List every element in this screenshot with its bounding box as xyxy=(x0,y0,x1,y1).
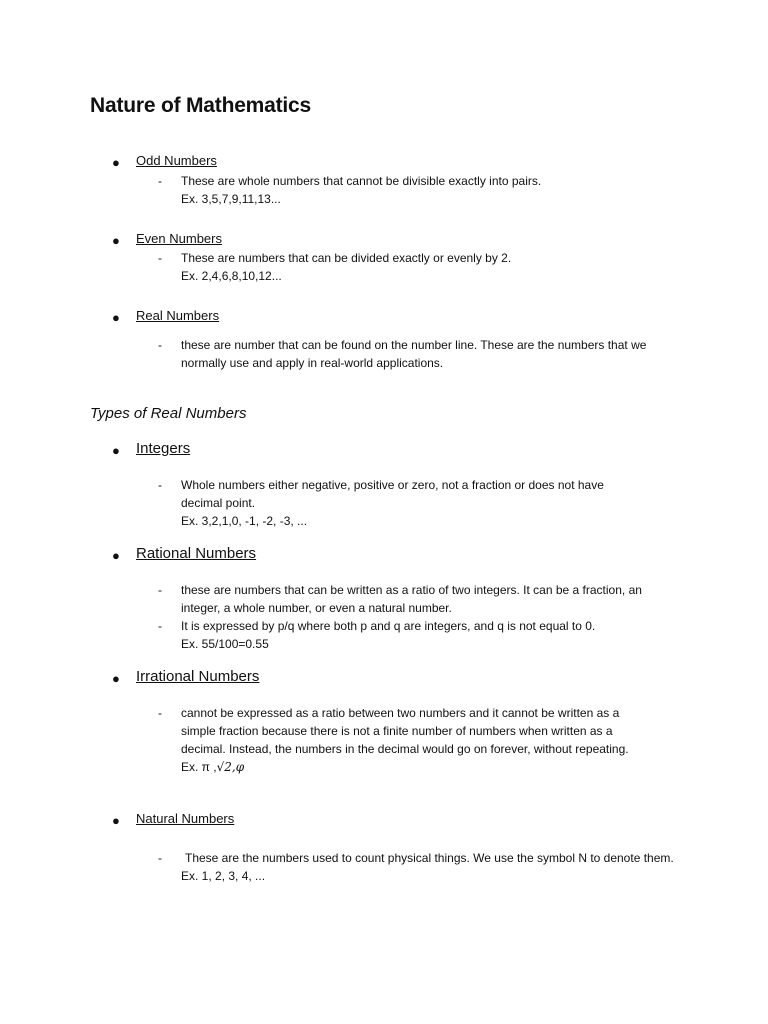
dash-marker: - xyxy=(158,583,162,597)
bullet-icon: ● xyxy=(112,671,120,686)
dash-marker: - xyxy=(158,706,162,720)
heading-natural-numbers: Natural Numbers xyxy=(136,811,235,826)
bullet-icon: ● xyxy=(112,155,120,170)
section-subtitle: Types of Real Numbers xyxy=(90,405,247,422)
rational-description-line-1: these are numbers that can be written as a ratio of two integers. It can be a fraction, an xyxy=(181,583,642,597)
even-description: These are numbers that can be divided exactly or evenly by 2. xyxy=(181,251,512,265)
integers-description-line-1: Whole numbers either negative, positive or zero, not a fraction or does not have xyxy=(181,478,604,492)
irrational-example xyxy=(181,758,244,776)
dash-marker: - xyxy=(158,338,162,352)
dash-marker: - xyxy=(158,851,162,865)
bullet-icon: ● xyxy=(112,310,120,325)
natural-example: Ex. 1, 2, 3, 4, ... xyxy=(181,869,266,883)
irrational-description-line-2: simple fraction because there is not a finite number of numbers when written as a xyxy=(181,724,613,738)
page-title: Nature of Mathematics xyxy=(90,94,312,117)
rational-example: Ex. 55/100=0.55 xyxy=(181,637,269,651)
dash-marker: - xyxy=(158,478,162,492)
natural-description: These are the numbers used to count physical things. We use the symbol N to denote them. xyxy=(185,851,674,865)
heading-rational-numbers: Rational Numbers xyxy=(136,545,257,562)
bullet-icon: ● xyxy=(112,813,120,828)
heading-odd-numbers: Odd Numbers xyxy=(136,153,217,168)
odd-description: These are whole numbers that cannot be divisible exactly into pairs. xyxy=(181,174,542,188)
integers-description-line-2: decimal point. xyxy=(181,496,256,510)
heading-irrational-numbers: Irrational Numbers xyxy=(136,668,260,685)
dash-marker: - xyxy=(158,619,162,633)
real-description-line-2: normally use and apply in real-world applications. xyxy=(181,356,444,370)
odd-example: Ex. 3,5,7,9,11,13... xyxy=(181,192,281,206)
bullet-icon: ● xyxy=(112,443,120,458)
irrational-example-prefix: Ex. π , xyxy=(181,760,217,774)
bullet-icon: ● xyxy=(112,548,120,563)
rational-description-line-2: integer, a whole number, or even a natural number. xyxy=(181,601,452,615)
bullet-icon: ● xyxy=(112,233,120,248)
dash-marker: - xyxy=(158,251,162,265)
even-example: Ex. 2,4,6,8,10,12... xyxy=(181,269,282,283)
phi-symbol: ,φ xyxy=(231,760,245,774)
heading-real-numbers: Real Numbers xyxy=(136,308,220,323)
heading-even-numbers: Even Numbers xyxy=(136,231,222,246)
real-description-line-1: these are number that can be found on the number line. These are the numbers that we xyxy=(181,338,647,352)
heading-integers: Integers xyxy=(136,440,191,457)
irrational-description-line-1: cannot be expressed as a ratio between two numbers and it cannot be written as a xyxy=(181,706,620,720)
sqrt-two-symbol: √2 xyxy=(216,760,232,774)
dash-marker: - xyxy=(158,174,162,188)
irrational-description-line-3: decimal. Instead, the numbers in the decimal would go on forever, without repeating. xyxy=(181,742,629,756)
rational-expression: It is expressed by p/q where both p and q are integers, and q is not equal to 0. xyxy=(181,619,596,633)
integers-example: Ex. 3,2,1,0, -1, -2, -3, ... xyxy=(181,514,308,528)
